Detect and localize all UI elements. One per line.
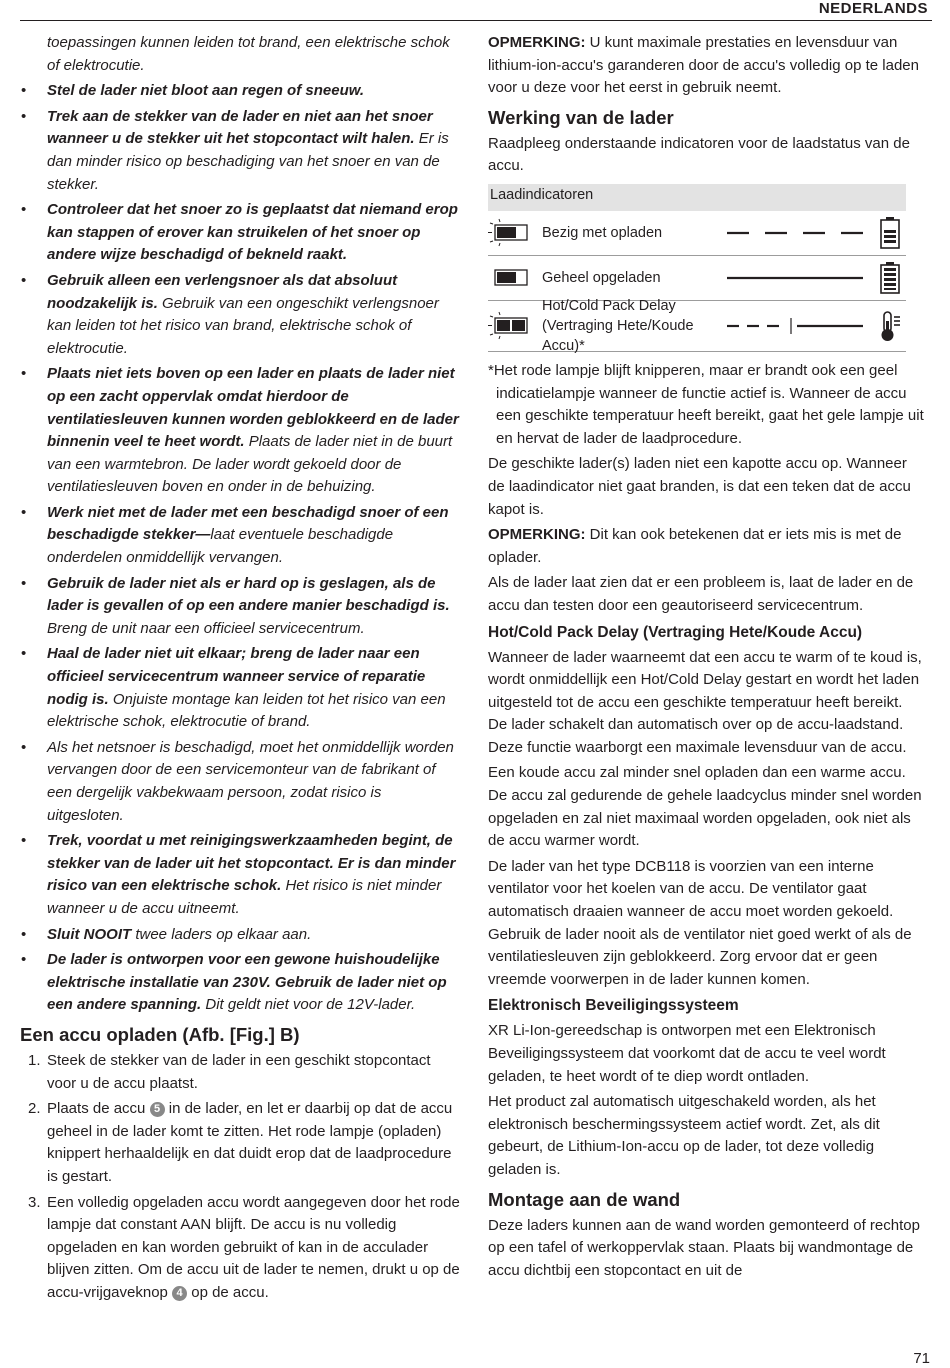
note-text: Dit kan ook betekenen dat er iets mis is met de oplader. <box>488 526 902 566</box>
safety-bullet-bold: Sluit NOOIT <box>47 925 132 943</box>
battery-charging-icon <box>875 216 905 250</box>
indicator-label <box>542 268 725 288</box>
battery-full-icon <box>875 261 905 295</box>
safety-bullet-bold: Controleer dat het snoer zo is geplaatst dat niemand erop kan stappen of erover kan struikelen of het snoer op andere wijze beschadigd of bekneld raakt. <box>47 201 458 264</box>
safety-bullet-text: Breng de unit naar een officieel servicecentrum. <box>47 619 365 637</box>
blinking-led-icon <box>488 211 542 255</box>
para-problem: Als de lader laat zien dat er een probleem is, laat de lader en de accu dan testen door een geautoriseerd servicecentrum. <box>488 574 914 614</box>
mixed-pattern-icon <box>725 316 865 336</box>
wall-mount-para: Deze laders kunnen aan de wand worden gemonteerd of rechtop op een tafel of werkoppervlak staan. Plaats bij wandmontage de accu dichtbij een stopcontact en uit de <box>488 1216 920 1279</box>
solid-pattern-icon <box>725 268 865 288</box>
charging-heading: Een accu opladen (Afb. [Fig.] B) <box>20 1023 300 1045</box>
hot-cold-heading: Hot/Cold Pack Delay (Vertraging Hete/Koude Accu) <box>488 623 863 641</box>
safety-bullet <box>20 830 460 920</box>
thermometer-icon <box>875 309 905 343</box>
step-text: Een volledig opgeladen accu wordt aangegeven door het rode lampje dat constant AAN blijft. De accu is nu volledig opgeladen en kan worden gebruikt of kan in de acculader blijven zitten. Om de accu uit de lader te nemen, drukt u op de accu-vrijgaveknop <box>47 1193 460 1301</box>
safety-bullet-bold: Gebruik alleen een verlengsnoer als dat absoluut noodzakelijk is. <box>47 271 398 312</box>
page-number: 71 <box>913 1350 930 1367</box>
dashed-pattern-icon <box>725 223 865 243</box>
charging-step <box>20 1050 460 1095</box>
safety-bullet-text: laat eventuele beschadigde onderdelen onmiddellijk vervangen. <box>47 526 394 567</box>
protection-heading: Elektronisch Beveiligingssysteem <box>488 997 739 1015</box>
step-number: 1. <box>28 1051 41 1069</box>
safety-bullet-text: Onjuiste montage kan leiden tot het risico van een elektrische schok, elektrocutie of brand. <box>47 690 446 731</box>
protection-para-1: XR Li-Ion-gereedschap is ontworpen met een Elektronisch Beveiligingssysteem dat voorkomt dat de accu te veel wordt geladen, te heet wordt of te diep wordt ontladen. <box>488 1022 886 1085</box>
safety-bullet <box>20 643 460 733</box>
step-text: Steek de stekker van de lader in een geschikt stopcontact voor u de accu plaatst. <box>47 1051 431 1092</box>
safety-bullet-bold: Haal de lader niet uit elkaar; breng de lader naar een officieel servicecentrum wanneer service of reparatie nodig is. <box>47 645 426 708</box>
indicator-row-full <box>488 256 906 301</box>
hot-cold-para-3: De lader van het type DCB118 is voorzien van een interne ventilator voor het koelen van de accu. De ventilator gaat automatisch draaien wanneer de accu moet worden gekoeld. Gebruik de lader nooit als de ventilator niet goed werkt of als de ventilatiesleuven zijn geblokkeerd. Zorg ervoor dat er geen vreemde voorwerpen in de lader kunnen komen. <box>488 857 912 988</box>
safety-bullet <box>20 573 460 641</box>
charging-step <box>20 1098 460 1188</box>
indicator-label-text: Geheel opgeladen <box>542 269 661 286</box>
indicator-label-text: Hot/Cold Pack Delay <box>542 297 676 314</box>
safety-bullet <box>20 949 460 1017</box>
hot-cold-para-2: Een koude accu zal minder snel opladen dan een warme accu. De accu zal gedurende de gehele laadcyclus minder snel worden opgeladen en zal niet maximaal worden opgeladen, ook niet als de accu warmer wordt. <box>488 764 922 850</box>
indicator-table <box>488 184 906 352</box>
safety-bullet <box>20 199 460 267</box>
step-text-continued: in de lader, en let er daarbij op dat de accu geheel in de lader komt te zitten. Het rode lampje (opladen) knippert herhaaldelijk en dat duidt erop dat de laadprocedure is gestart. <box>47 1100 453 1185</box>
figure-reference-badge: 5 <box>150 1102 165 1117</box>
indicator-table-header: Laadindicatoren <box>488 184 906 211</box>
figure-reference-badge: 4 <box>172 1286 187 1301</box>
safety-bullet <box>20 106 460 196</box>
safety-bullet-text: Dit geldt niet voor de 12V-lader. <box>201 996 416 1014</box>
protection-para-2: Het product zal automatisch uitgeschakeld worden, als het elektronisch beschermingssysteem actief wordt. Zet, als dit gebeurt, de Lithium-Ion-accu op de lader, tot deze volledig geladen is. <box>488 1093 880 1178</box>
safety-bullet-bold: Trek, voordat u met reinigingswerkzaamheden begint, de stekker van de lader uit het stopcontact. Er is dan minder risico van een elektrische schok. <box>47 832 456 895</box>
note-text: U kunt maximale prestaties en levensduur van lithium-ion-accu's garanderen door de accu's volledig op te laden voor u deze voor het eerst in gebruik neemt. <box>488 34 919 97</box>
safety-bullet-text: Het risico is niet minder wanneer u de accu uitneemt. <box>47 877 442 917</box>
indicator-label-text: Bezig met opladen <box>542 224 663 241</box>
safety-bullet-bold: Trek aan de stekker van de lader en niet aan het snoer wanneer u de stekker uit het stopcontact wilt halen. <box>47 107 433 148</box>
safety-bullet-bold: De lader is ontworpen voor een gewone huishoudelijke elektrische installatie van 230V. Gebruik de lader niet op een andere spanning. <box>47 951 447 1014</box>
steady-led-icon <box>488 256 542 300</box>
safety-bullet <box>20 80 460 103</box>
note-label: OPMERKING: <box>488 526 586 544</box>
double-led-icon <box>488 304 542 348</box>
safety-bullet <box>20 502 460 570</box>
safety-bullet-bold: Plaats niet iets boven op een lader en plaats de lader niet op een zacht oppervlak omdat hierdoor de ventilatiesleuven kunnen worden geblokkeerd en de lader binnenin veel te heet wordt. <box>47 365 459 451</box>
operation-heading: Werking van de lader <box>488 106 674 128</box>
step-number: 2. <box>28 1100 41 1118</box>
indicator-row-charging <box>488 211 906 256</box>
safety-bullet-list <box>20 80 460 1017</box>
safety-bullet-bold: Werk niet met de lader met een beschadigd snoer of een beschadigde stekker— <box>47 503 449 544</box>
indicator-label <box>542 296 725 356</box>
wall-mount-heading: Montage aan de wand <box>488 1188 681 1210</box>
asterisk-note: *Het rode lampje blijft knipperen, maar er brandt ook een geel indicatielampje wanneer de functie actief is. Wanneer de accu een geschikte temperatuur heeft bereikt, gaat het gele lampje uit en hervat de lader de laadprocedure. <box>488 361 924 447</box>
step-number: 3. <box>28 1193 41 1211</box>
safety-bullet-text: Gebruik van een ongeschikt verlengsnoer kan leiden tot het risico van brand, elektrische schok of elektrocutie. <box>47 294 439 357</box>
note-label: OPMERKING: <box>488 34 586 51</box>
indicator-label <box>542 223 725 243</box>
safety-bullet-text: Er is dan minder risico op beschadiging van het snoer en van de stekker. <box>47 130 449 193</box>
safety-bullet <box>20 270 460 360</box>
step-text: Plaats de accu <box>47 1100 150 1118</box>
note-first-use <box>488 32 924 100</box>
safety-bullet-bold: Gebruik de lader niet als er hard op is geslagen, als de lader is gevallen of op een andere manier beschadigd is. <box>47 574 450 615</box>
operation-text: Raadpleeg onderstaande indicatoren voor de laadstatus van de accu. <box>488 134 910 175</box>
hot-cold-para-1: Wanneer de lader waarneemt dat een accu te warm of te koud is, wordt onmiddellijk een Hot/Cold Delay gestart en wordt het laden uitgesteld tot de accu een geschikte temperatuur heeft bereikt. De lader schakelt dan automatisch over op de accu-laadstand. Deze functie waarborgt een maximale levensduur van de accu. <box>488 648 922 756</box>
safety-bullet-bold: Stel de lader niet bloot aan regen of sneeuw. <box>47 82 365 100</box>
header-rule <box>20 20 932 21</box>
safety-bullet-text: twee laders op elkaar aan. <box>131 925 312 943</box>
language-header: NEDERLANDS <box>818 0 928 17</box>
charging-step <box>20 1192 460 1305</box>
left-column <box>20 32 460 1307</box>
indicator-label-text-sub: (Vertraging Hete/Koude Accu)* <box>542 317 694 354</box>
step-text-continued: op de accu. <box>187 1283 269 1301</box>
safety-bullet <box>20 924 460 947</box>
safety-bullet-text: Plaats de lader niet in de buurt van een warmtebron. De lader wordt gekoeld door de ventilatiesleuven boven en onder in de behuizing. <box>47 433 453 496</box>
safety-intro-continued: toepassingen kunnen leiden tot brand, een elektrische schok of elektrocutie. <box>47 34 450 74</box>
indicator-row-hot-cold <box>488 297 906 354</box>
charging-steps-list <box>20 1050 460 1305</box>
safety-bullet-text: Als het netsnoer is beschadigd, moet het onmiddellijk worden vervangen door de een servicemonteur van de fabrikant of een dergelijk vakbekwaam persoon, zodat risico is uitgesloten. <box>47 738 454 824</box>
safety-bullet <box>20 737 460 827</box>
para-suitable-charger: De geschikte lader(s) laden niet een kapotte accu op. Wanneer de laadindicator niet gaat branden, is dat een teken dat de accu kapot is. <box>488 455 911 518</box>
note-charger-fault <box>488 524 924 569</box>
safety-bullet <box>20 363 460 499</box>
right-column <box>488 32 924 1285</box>
